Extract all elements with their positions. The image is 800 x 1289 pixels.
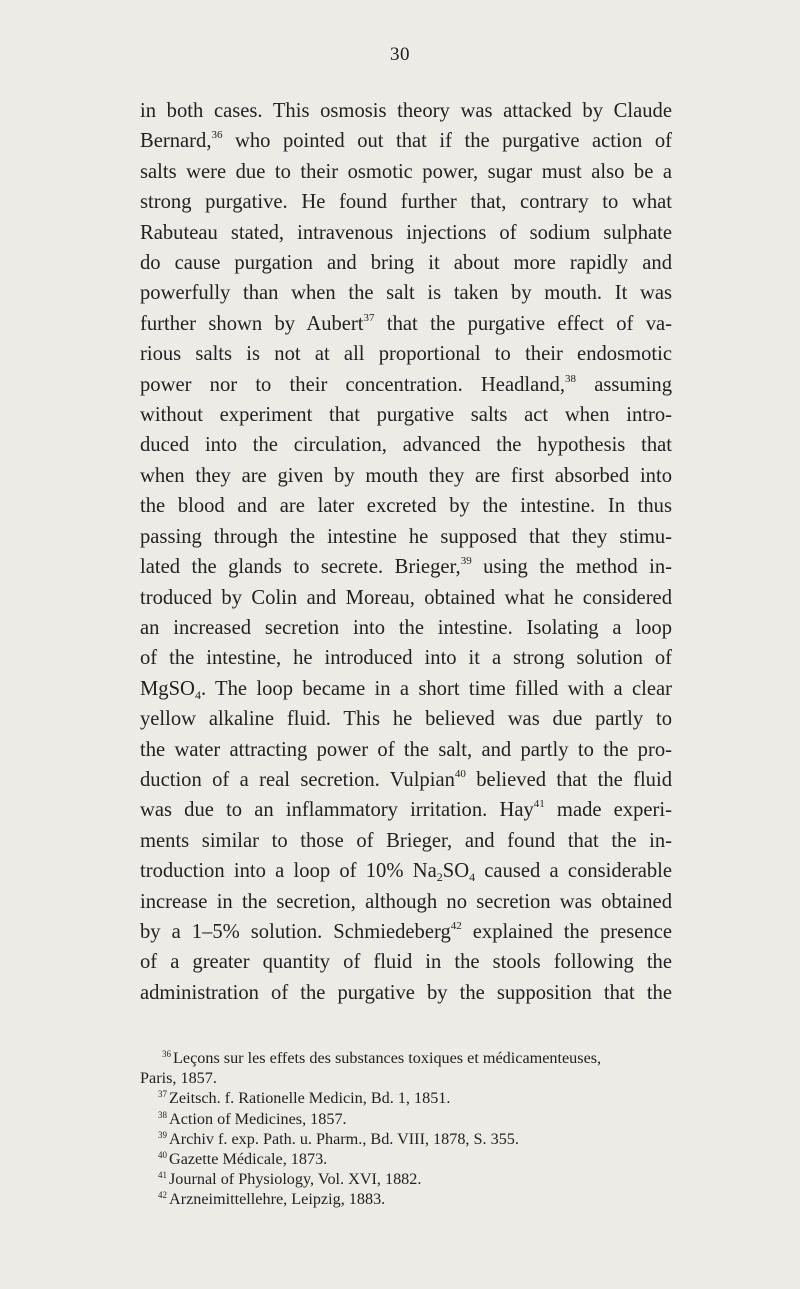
chem-subscript: 4 [469, 870, 476, 885]
text-line: increase in the secretion, although no secretion was obtained [140, 890, 672, 913]
footnotes [140, 1048, 680, 1210]
text-line: of a greater quantity of fluid in the stools following the [140, 951, 672, 974]
footnote: $^{40}$ Gazette Médicale, 1873. [158, 1150, 328, 1169]
text-line: power nor to their concentration. Headland,$^{38}$ assuming [140, 372, 673, 396]
text-line: the water attracting power of the salt, and partly to the pro- [140, 738, 672, 761]
text-line: strong purgative. He found further that, contrary to what [140, 191, 672, 214]
footnote-continuation: Paris, 1857. [140, 1069, 217, 1088]
footnote: $^{36}$ Leçons sur les effets des substances toxiques et médicamenteuses, [162, 1049, 602, 1067]
text-line: ments similar to those of Brieger, and found that the in- [140, 829, 672, 852]
footnote-number: 41 [158, 1170, 167, 1181]
text-line: when they are given by mouth they are first absorbed into [140, 464, 672, 487]
footnote-number: 42 [158, 1190, 167, 1201]
text-line: Bernard,$^{36}$ who pointed out that if the purgative action of [140, 129, 672, 153]
footnote-ref: 42 [450, 919, 462, 932]
footnote-ref: 41 [533, 798, 545, 811]
text-line: of the intestine, he introduced into it a strong solution of [140, 647, 672, 670]
chem-subscript: 2 [436, 870, 443, 885]
text-line: without experiment that purgative salts act when intro- [140, 404, 672, 427]
text-line: duced into the circulation, advanced the hypothesis that [140, 434, 672, 457]
text-line: do cause purgation and bring it about more rapidly and [140, 252, 672, 275]
chem-subscript: 4 [194, 687, 201, 702]
footnote-ref: 40 [454, 767, 466, 780]
footnote-number: 36 [162, 1049, 171, 1059]
text-line: duction of a real secretion. Vulpian$^{40}$ believed that the fluid [140, 767, 672, 791]
footnote-ref: 37 [363, 311, 375, 324]
text-line: the blood and are later excreted by the intestine. In thus [140, 495, 672, 518]
footnote: $^{39}$ Archiv f. exp. Path. u. Pharm., Bd. VIII, 1878, S. 355. [158, 1129, 519, 1148]
page-number: 30 [390, 44, 410, 65]
text-line: Rabuteau stated, intravenous injections of sodium sulphate [140, 221, 672, 244]
footnote-number: 38 [158, 1109, 167, 1120]
footnote: $^{42}$ Arzneimittellehre, Leipzig, 1883. [158, 1190, 386, 1209]
footnote-ref: 38 [565, 372, 576, 385]
text-line: yellow alkaline fluid. This he believed was due partly to [140, 708, 672, 731]
footnote: $^{37}$ Zeitsch. f. Rationelle Medicin, Bd. 1, 1851. [158, 1089, 451, 1108]
text-line: lated the glands to secrete. Brieger,$^{39}$ using the method in- [140, 555, 672, 579]
footnote: $^{38}$ Action of Medicines, 1857. [158, 1109, 347, 1128]
footnote-ref: 39 [460, 555, 472, 568]
footnote: $^{41}$ Journal of Physiology, Vol. XVI, 1882. [158, 1170, 422, 1189]
text-line: was due to an inflammatory irritation. Hay$^{41}$ made experi- [140, 798, 672, 822]
text-line: an increased secretion into the intestine. Isolating a loop [140, 616, 672, 639]
text-line: in both cases. This osmosis theory was attacked by Claude [140, 100, 672, 122]
text-line: rious salts is not at all proportional to their endosmotic [140, 343, 672, 366]
text-line: troduced by Colin and Moreau, obtained what he considered [140, 586, 672, 609]
text-line: further shown by Aubert$^{37}$ that the purgative effect of va- [140, 311, 672, 335]
footnote-number: 37 [158, 1089, 167, 1100]
text-line: salts were due to their osmotic power, sugar must also be a [140, 160, 672, 183]
text-line: administration of the purgative by the supposition that the [140, 981, 672, 1004]
text-line: by a 1–5% solution. Schmiedeberg$^{42}$ explained the presence [140, 919, 672, 943]
body-paragraph [140, 96, 672, 1008]
footnote-number: 40 [158, 1150, 167, 1161]
text-line: troduction into a loop of 10% $Na_2SO_4$ caused a considerable [140, 860, 672, 885]
text-line: MgSO$_4$. The loop became in a short time filled with a clear [140, 677, 672, 702]
text-line: passing through the intestine he supposed that they stimu- [140, 525, 672, 548]
footnote-number: 39 [158, 1129, 167, 1140]
footnote-ref: 36 [211, 129, 223, 142]
text-line: powerfully than when the salt is taken by mouth. It was [140, 282, 672, 305]
